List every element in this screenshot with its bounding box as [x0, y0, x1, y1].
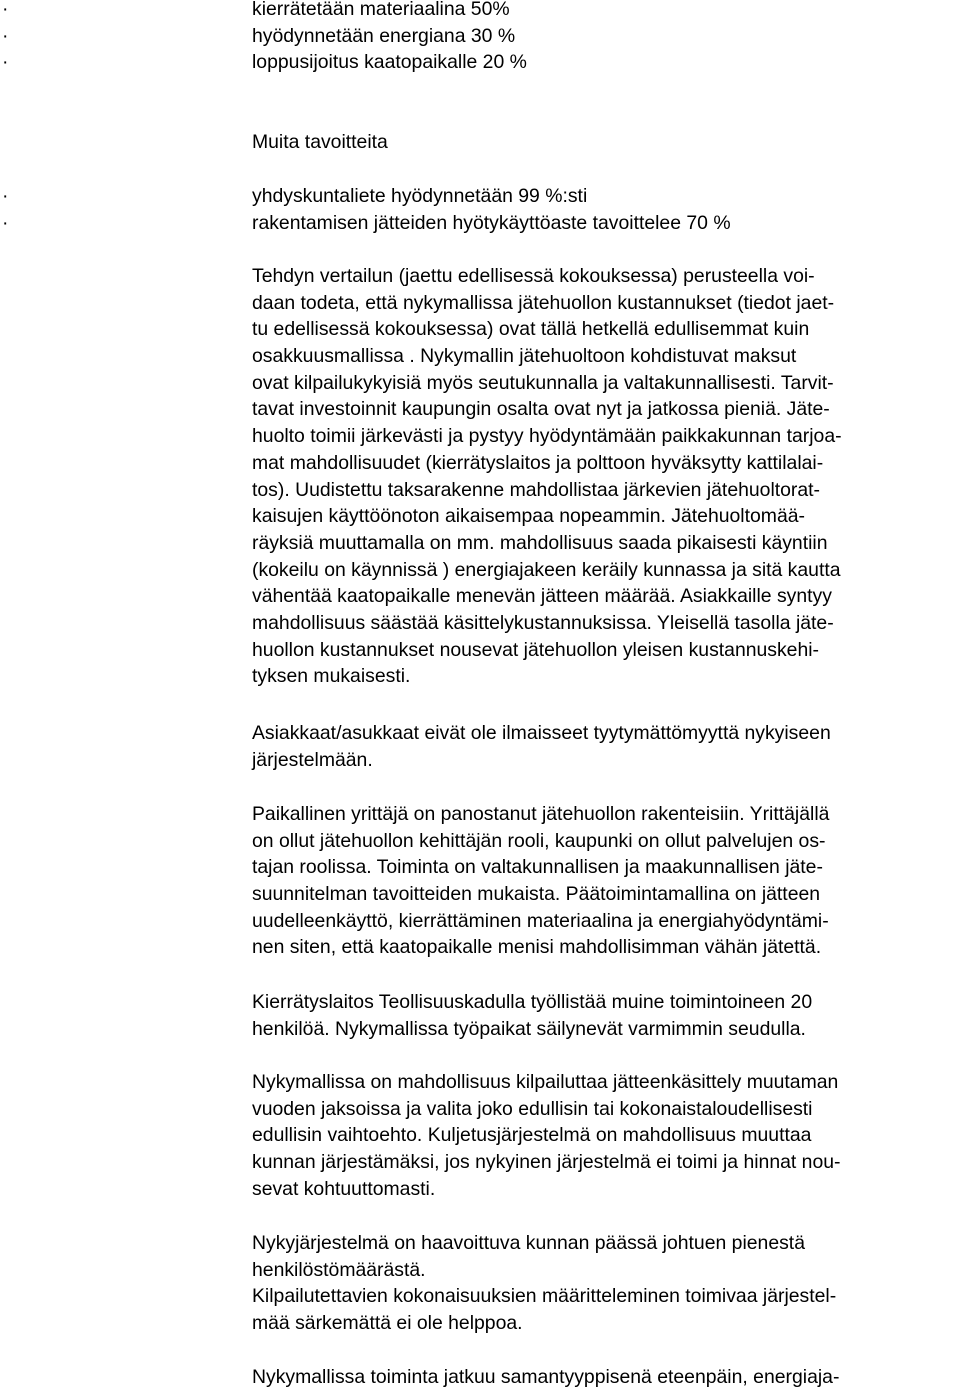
- bullet-marker: ·: [2, 185, 9, 207]
- paragraph-line: edullisin vaihtoehto. Kuljetusjärjestelmä on mahdollisuus muuttaa: [252, 1124, 812, 1147]
- paragraph-line: henkilöä. Nykymallissa työpaikat säilynevät varmimmin seudulla.: [252, 1017, 806, 1040]
- paragraph-line: tajan roolissa. Toiminta on valtakunnallisen ja maakunnallisen jäte-: [252, 856, 823, 879]
- paragraph-line: mahdollisuus säästää käsittelykustannuksissa. Yleisellä tasolla jäte-: [252, 611, 834, 634]
- paragraph-line: suunnitelman tavoitteiden mukaista. Päätoimintamallina on jätteen: [252, 883, 821, 906]
- paragraph-line: sevat kohtuuttomasti.: [252, 1177, 436, 1200]
- paragraph: [252, 263, 956, 690]
- list-item: hyödynnetään energiana 30 %: [252, 24, 516, 47]
- list-item: yhdyskuntaliete hyödynnetään 99 %:sti: [252, 185, 588, 207]
- targets-list: [252, 0, 956, 76]
- other-targets-section: [252, 129, 956, 156]
- paragraph-line: tavat investoinnit kaupungin osalta ovat nyt ja jatkossa pieniä. Jäte-: [252, 398, 830, 421]
- paragraph-line: vuoden jaksoissa ja valita joko edullisin tai kokonaistaloudellisesti: [252, 1097, 813, 1120]
- paragraph: [252, 1364, 956, 1391]
- paragraph-line: on ollut jätehuollon kehittäjän rooli, kaupunki on ollut palvelujen os-: [252, 829, 826, 852]
- paragraph-line: Paikallinen yrittäjä on panostanut jätehuollon rakenteisiin. Yrittäjällä: [252, 803, 830, 825]
- paragraph-line: huollon kustannukset nousevat jätehuollon yleisen kustannuskehi-: [252, 638, 820, 661]
- paragraph-line: (kokeilu on käynnissä ) energiajakeen keräily kunnassa ja sitä kautta: [252, 558, 841, 581]
- paragraph: [252, 989, 956, 1042]
- bullet-marker: ·: [2, 24, 9, 47]
- paragraph-line: järjestelmään.: [252, 748, 373, 771]
- paragraph-line: daan todeta, että nykymallissa jätehuollon kustannukset (tiedot jaet-: [252, 291, 835, 314]
- paragraph-line: kunnan järjestämäksi, jos nykyinen järjestelmä ei toimi ja hinnat nou-: [252, 1151, 841, 1174]
- paragraph-line: mää särkemättä ei ole helppoa.: [252, 1312, 523, 1335]
- list-item: rakentamisen jätteiden hyötykäyttöaste tavoittelee 70 %: [252, 211, 731, 234]
- paragraph: [252, 1069, 956, 1202]
- paragraph-line: tyksen mukaisesti.: [252, 665, 411, 688]
- list-item: kierrätetään materiaalina 50%: [252, 0, 510, 20]
- paragraph-line: Nykymallissa toiminta jatkuu samantyyppisenä eteenpäin, energiaja-: [252, 1366, 840, 1388]
- paragraph: [252, 801, 956, 961]
- paragraph-line: henkilöstömäärästä.: [252, 1258, 426, 1281]
- paragraph-line: huolto toimii järkevästi ja pystyy hyödyntämään paikkakunnan tarjoa-: [252, 425, 842, 448]
- bullet-marker: ·: [2, 0, 9, 20]
- paragraph-line: uudelleenkäyttö, kierrättäminen materiaalina ja energiahyödyntämi-: [252, 909, 829, 932]
- paragraph-line: Kierrätyslaitos Teollisuuskadulla työllistää muine toimintoineen 20: [252, 991, 813, 1013]
- paragraph-line: räyksiä muuttamalla on mm. mahdollisuus saada pikaisesti käyntiin: [252, 531, 828, 554]
- paragraph-line: Kilpailutettavien kokonaisuuksien määritteleminen toimivaa järjestel-: [252, 1285, 837, 1308]
- paragraph-line: ovat kilpailukykyisiä myös seutukunnalla ja valtakunnallisesti. Tarvit-: [252, 371, 834, 394]
- paragraph-line: tu edellisessä kokouksessa) ovat tällä hetkellä edullisemmat kuin: [252, 318, 810, 341]
- paragraph-line: Nykymallissa on mahdollisuus kilpailuttaa jätteenkäsittely muutaman: [252, 1071, 839, 1093]
- paragraph-line: tos). Uudistettu taksarakenne mahdollistaa järkevien jätehuoltorat-: [252, 478, 821, 501]
- paragraph-line: vähentää kaatopaikalle menevän jätteen määrää. Asiakkaille syntyy: [252, 585, 832, 608]
- section-heading: Muita tavoitteita: [252, 131, 388, 153]
- paragraph-line: Tehdyn vertailun (jaettu edellisessä kokouksessa) perusteella voi-: [252, 265, 815, 287]
- paragraph: [252, 1230, 956, 1337]
- paragraph-line: nen siten, että kaatopaikalle menisi mahdollisimman vähän jätettä.: [252, 936, 822, 959]
- paragraph-line: kaisujen käyttöönoton aikaisempaa nopeammin. Jätehuoltomää-: [252, 505, 805, 528]
- other-targets-list: [252, 183, 956, 236]
- paragraph-line: mat mahdollisuudet (kierrätyslaitos ja polttoon hyväksytty kattilalai-: [252, 451, 824, 474]
- bullet-marker: ·: [2, 51, 9, 74]
- list-item: loppusijoitus kaatopaikalle 20 %: [252, 51, 527, 74]
- paragraph-line: Asiakkaat/asukkaat eivät ole ilmaisseet tyytymättömyyttä nykyiseen: [252, 722, 831, 744]
- paragraph-line: Nykyjärjestelmä on haavoittuva kunnan päässä johtuen pienestä: [252, 1232, 805, 1254]
- paragraph: [252, 720, 956, 773]
- paragraph-line: osakkuusmallissa . Nykymallin jätehuoltoon kohdistuvat maksut: [252, 345, 797, 368]
- bullet-marker: ·: [2, 211, 9, 234]
